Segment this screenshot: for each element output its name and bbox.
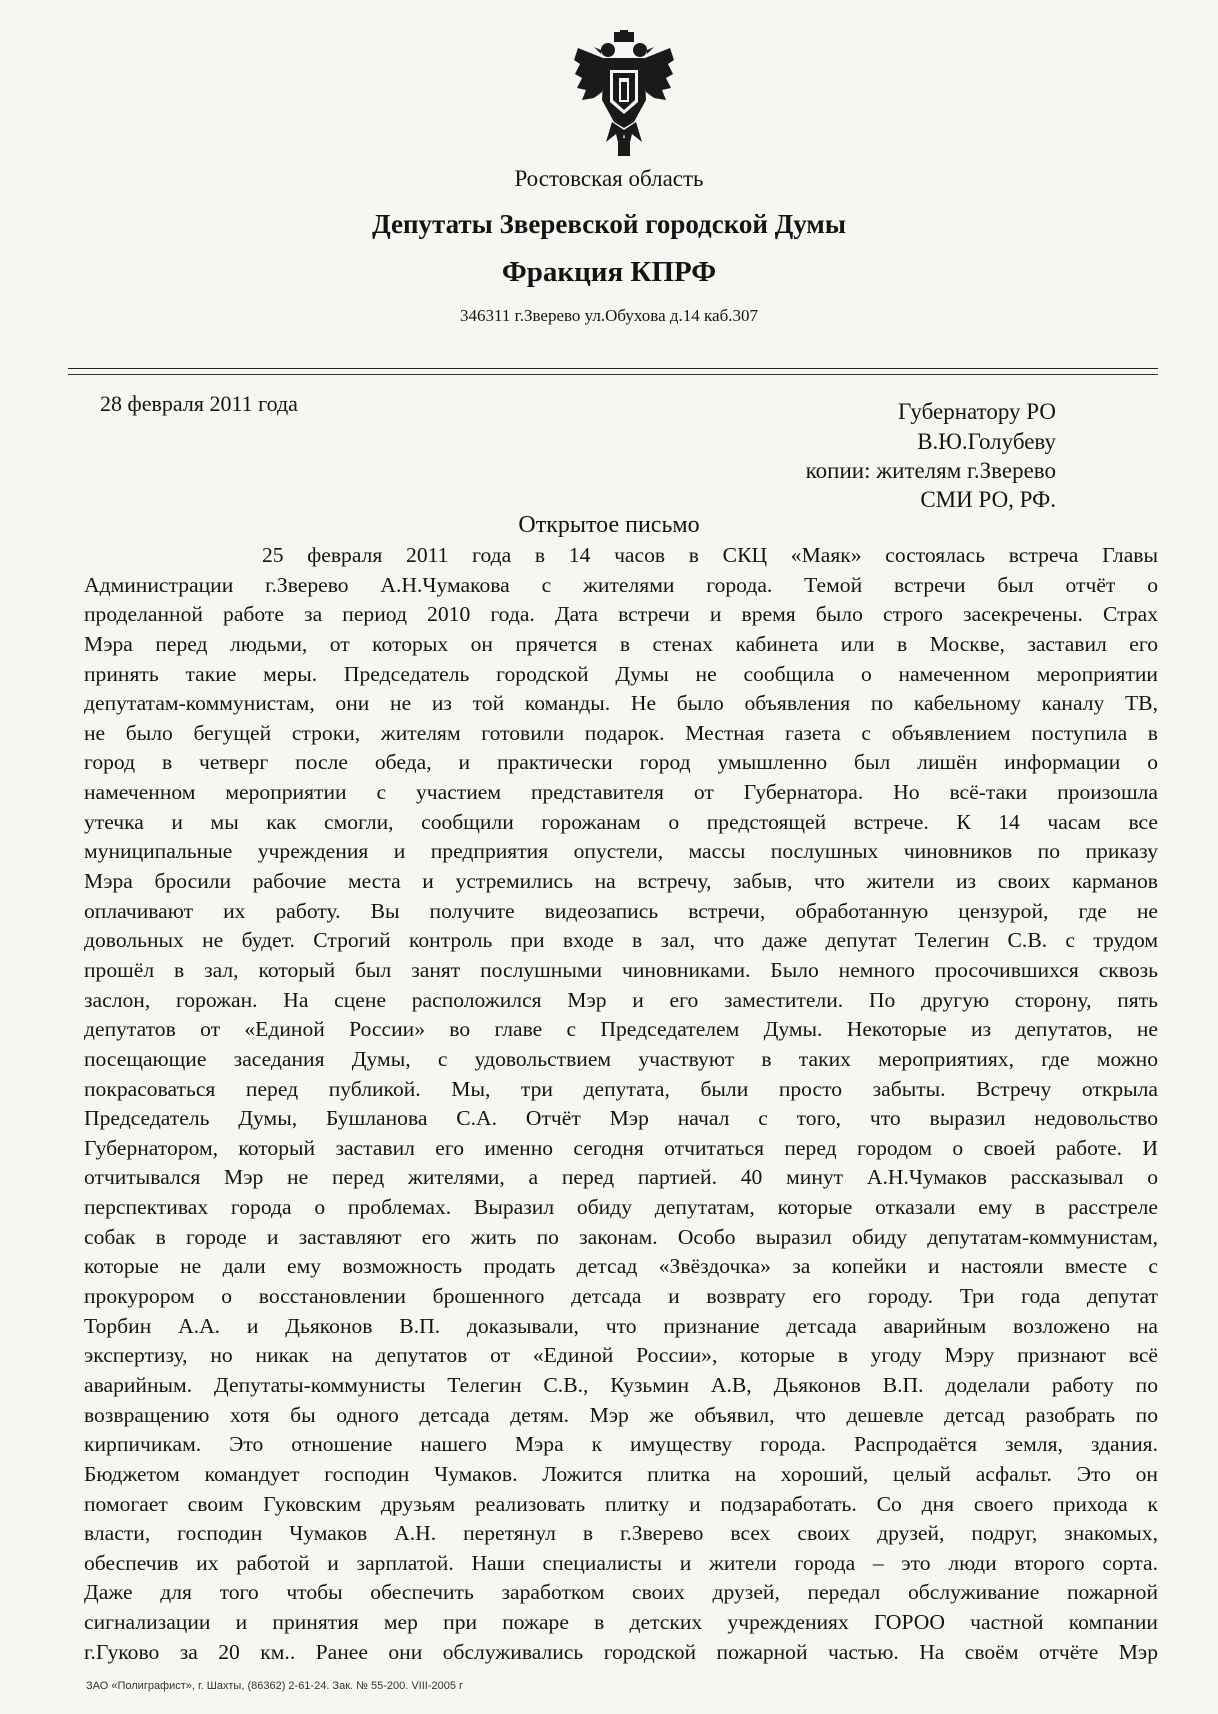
recipient-name: В.Ю.Голубеву xyxy=(917,429,1056,454)
body-line: Мэра перед людьми, от которых он прячется в стенах кабинета или в Москве, заставил его xyxy=(84,631,1158,656)
body-line: проделанной работе за период 2010 года. Дата встречи и время было строго засекречены. Страх xyxy=(84,602,1158,627)
faction-name: Фракция КПРФ xyxy=(501,256,717,288)
body-line: Председатель Думы, Бушланова С.А. Отчёт Мэр начал с того, что выразил недовольство xyxy=(84,1106,1158,1131)
address: 346311 г.Зверево ул.Обухова д.14 каб.307 xyxy=(460,306,758,325)
body-line: аварийным. Депутаты-коммунисты Телегин С.В., Кузьмин А.В, Дьяконов В.П. доделали работу по xyxy=(84,1372,1158,1397)
body-line: покрасоваться перед публикой. Мы, три депутата, были просто забыты. Встречу открыла xyxy=(84,1076,1158,1101)
organization-name: Депутаты Зверевской городской Думы xyxy=(372,209,846,239)
body-line: депутатам-коммунистам, они не из той команды. Не было объявления по кабельному каналу ТВ, xyxy=(84,691,1158,716)
body-line: оплачивают их работу. Вы получите видеозапись встречи, обработанную цензурой, где не xyxy=(84,898,1158,923)
body-line: обеспечив их работой и зарплатой. Наши специалисты и жители города – это люди второго сорта. xyxy=(84,1550,1158,1575)
body-line: прокурором о восстановлении брошенного детсада и возврату его городу. Три года депутат xyxy=(84,1284,1158,1309)
body-line: Губернатором, который заставил его именно сегодня отчитаться перед городом о своей работе. И xyxy=(84,1135,1158,1160)
body-line: депутатов от «Единой России» во главе с Председателем Думы. Некоторые из депутатов, не xyxy=(84,1017,1158,1042)
recipient-title: Губернатору РО xyxy=(897,399,1056,424)
body-line: г.Гуково за 20 км.. Ранее они обслуживались городской пожарной частью. На своём отчёте Мэр xyxy=(84,1639,1158,1664)
body-line: Торбин А.А. и Дьяконов В.П. доказывали, что признание детсада аварийным возложено на xyxy=(84,1313,1158,1338)
body-line: не было бегущей строки, жителям готовили подарок. Местная газета с объявлением поступила в xyxy=(84,720,1158,745)
body-line: помогает своим Гуковским друзьям реализовать плитку и подзаработать. Со дня своего прихода к xyxy=(84,1491,1158,1516)
body-line: город в четверг после обеда, и практически город умышленно был лишён информации о xyxy=(84,750,1158,775)
body-line: утечка и мы как смогли, сообщили горожанам о предстоящей встрече. К 14 часам все xyxy=(84,809,1158,834)
letter-title: Открытое письмо xyxy=(518,512,700,538)
recipient-copies: копии: жителям г.Зверево xyxy=(805,458,1056,483)
body-line: власти, господин Чумаков А.Н. перетянул в г.Зверево всех своих друзей, подруг, знакомых, xyxy=(84,1521,1158,1546)
body-line: заслон, горожан. На сцене расположился Мэр и его заместители. По другую сторону, пять xyxy=(84,987,1158,1012)
body-line: прошёл в зал, который был занят послушными чиновниками. Было немного просочившихся сквозь xyxy=(84,957,1158,982)
body-line: Мэра бросили рабочие места и устремились на встречу, забыв, что жители из своих карманов xyxy=(84,869,1158,894)
letter-date: 28 февраля 2011 года xyxy=(100,391,298,416)
header-divider xyxy=(68,368,1158,369)
body-line: муниципальные учреждения и предприятия опустели, массы послушных чиновников по приказу xyxy=(84,839,1158,864)
header-divider-thin xyxy=(68,374,1158,375)
body-line: возвращению хотя бы одного детсада детям. Мэр же объявил, что дешевле детсад разобрать по xyxy=(84,1402,1158,1427)
body-line: Даже для того чтобы обеспечить заработком своих друзей, передал обслуживание пожарной xyxy=(84,1580,1158,1605)
body-line: отчитывался Мэр не перед жителями, а перед партией. 40 минут А.Н.Чумаков рассказывал о xyxy=(84,1165,1158,1190)
body-line: которые не дали ему возможность продать детсад «Звёздочка» за копейки и настояли вместе с xyxy=(84,1254,1158,1279)
body-line: Бюджетом командует господин Чумаков. Ложится плитка на хороший, целый асфальт. Это он xyxy=(84,1461,1158,1486)
body-line: довольных не будет. Строгий контроль при входе в зал, что даже депутат Телегин С.В. с трудом xyxy=(84,928,1158,953)
body-line: 25 февраля 2011 года в 14 часов в СКЦ «Маяк» состоялась встреча Главы xyxy=(262,543,1158,567)
coat-of-arms-icon xyxy=(572,30,676,158)
body-line: посещающие заседания Думы, с удовольствием участвуют в таких мероприятиях, где можно xyxy=(84,1046,1158,1071)
body-line: кирпичикам. Это отношение нашего Мэра к имуществу города. Распродаётся земля, здания. xyxy=(84,1432,1158,1457)
body-line: перспективах города о проблемах. Выразил обиду депутатам, которые отказали ему в расстреле xyxy=(84,1195,1158,1220)
body-line: намеченном мероприятии с участием представителя от Губернатора. Но всё-таки произошла xyxy=(84,780,1158,805)
body-line: сигнализации и принятия мер при пожаре в детских учреждениях ГОРОО частной компании xyxy=(84,1610,1158,1635)
recipient-media: СМИ РО, РФ. xyxy=(920,487,1056,512)
body-line: собак в городе и заставляют его жить по законам. Особо выразил обиду депутатам-коммунистам, xyxy=(84,1224,1158,1249)
body-line: Администрации г.Зверево А.Н.Чумакова с жителями города. Темой встречи был отчёт о xyxy=(84,572,1158,597)
body-line: принять такие меры. Председатель городской Думы не сообщила о намеченном мероприятии xyxy=(84,661,1158,686)
print-footer: ЗАО «Полиграфист», г. Шахты, (86362) 2-61-24. Зак. № 55-200. VIII-2005 г xyxy=(86,1680,464,1692)
region-name: Ростовская область xyxy=(514,166,704,191)
letter-body xyxy=(84,541,1158,1667)
body-line: экспертизу, но никак на депутатов от «Единой России», которые в угоду Мэру признают всё xyxy=(84,1343,1158,1368)
